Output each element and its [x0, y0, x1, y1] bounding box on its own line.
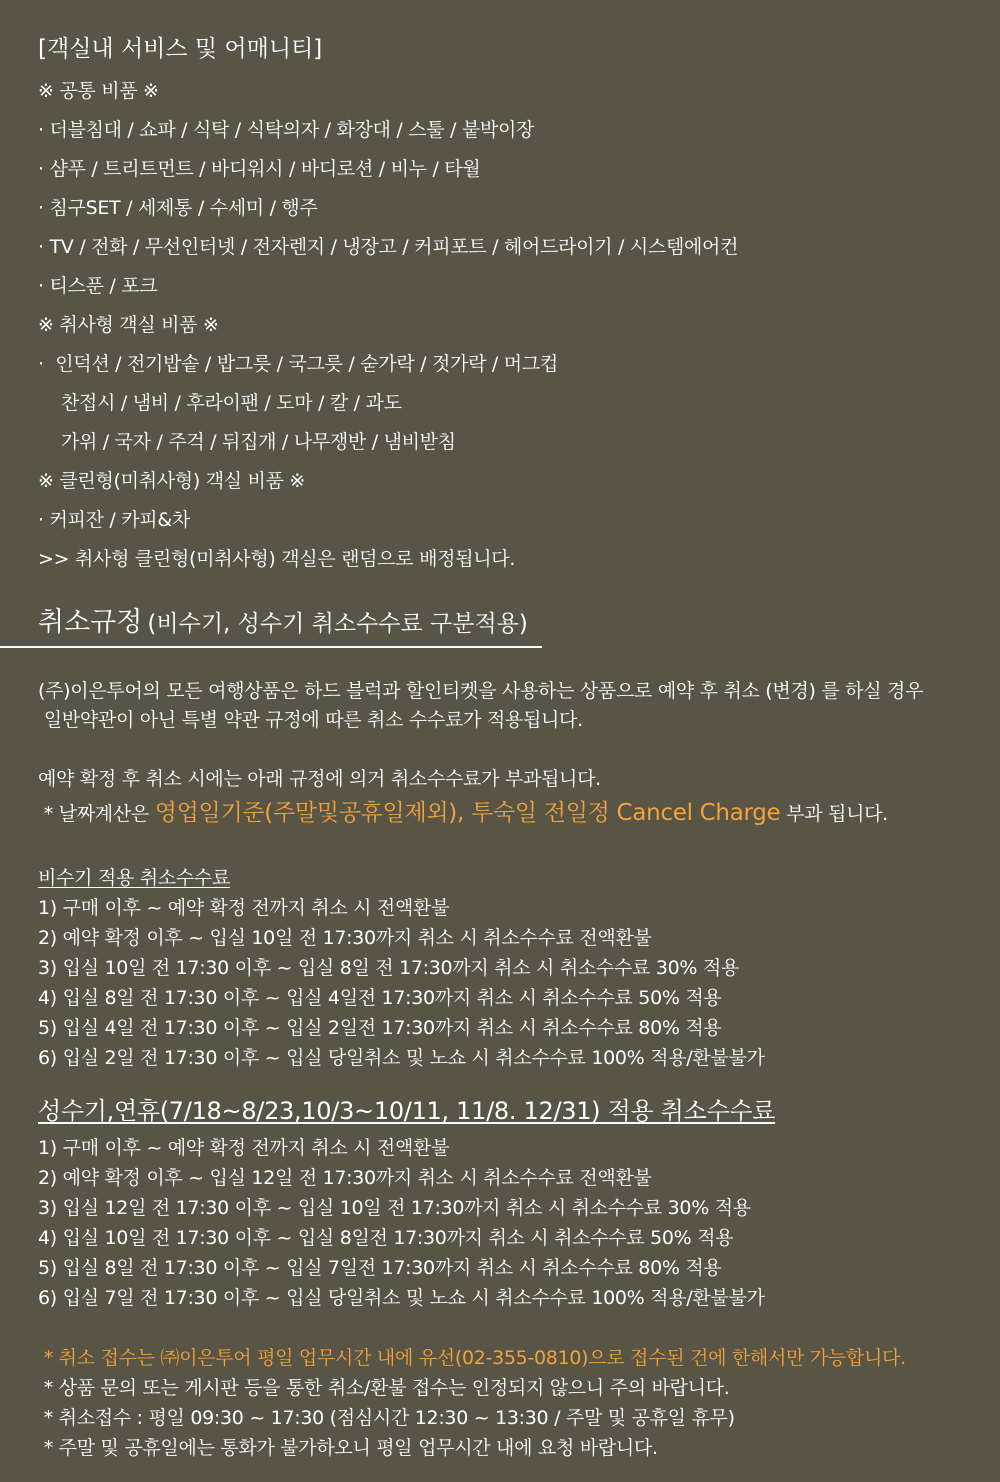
notice-comma: ,	[456, 800, 472, 826]
cancel-title-sub: (비수기, 성수기 취소수수료 구분적용)	[147, 611, 528, 637]
footer-note: * 취소접수 : 평일 09:30 ~ 17:30 (점심시간 12:30 ~ 13:30 / 주말 및 공휴일 휴무)	[38, 1407, 735, 1429]
peak-rule: 6) 입실 7일 전 17:30 이후 ~ 입실 당일취소 및 노쇼 시 취소수수료 100% 적용/환불불가	[38, 1287, 765, 1309]
phone-cancel-notice: * 취소 접수는 ㈜이은투어 평일 업무시간 내에 유선(02-355-0810)으로 접수된 건에 한해서만 가능합니다.	[38, 1347, 906, 1369]
offpeak-rule: 3) 입실 10일 전 17:30 이후 ~ 입실 8일 전 17:30까지 취소 시 취소수수료 30% 적용	[38, 957, 740, 979]
list-item: · 인덕션 / 전기밥솥 / 밥그릇 / 국그릇 / 숟가락 / 젓가락 / 머그컵	[38, 353, 558, 375]
title-divider	[0, 646, 542, 648]
footer-note: * 주말 및 공휴일에는 통화가 불가하오니 평일 업무시간 내에 요청 바랍니다.	[38, 1437, 658, 1459]
cancel-title-main: 취소규정	[38, 607, 143, 638]
cooking-items-header: ※ 취사형 객실 비품 ※	[38, 314, 219, 336]
list-item: · 커피잔 / 카피&차	[38, 509, 190, 531]
date-calc-notice	[38, 798, 888, 829]
peak-rule: 2) 예약 확정 이후 ~ 입실 12일 전 17:30까지 취소 시 취소수수료 전액환불	[38, 1167, 652, 1189]
peak-rule: 3) 입실 12일 전 17:30 이후 ~ 입실 10일 전 17:30까지 취소 시 취소수수료 30% 적용	[38, 1197, 751, 1219]
peak-rule: 4) 입실 10일 전 17:30 이후 ~ 입실 8일전 17:30까지 취소 시 취소수수료 50% 적용	[38, 1227, 734, 1249]
list-item: · 티스푼 / 포크	[38, 275, 158, 297]
notice-prefix: * 날짜계산은	[38, 803, 155, 825]
offpeak-rule: 5) 입실 4일 전 17:30 이후 ~ 입실 2일전 17:30까지 취소 시 취소수수료 80% 적용	[38, 1017, 722, 1039]
amenities-heading: [객실내 서비스 및 어매니티]	[38, 36, 323, 62]
list-item: · 침구SET / 세제통 / 수세미 / 행주	[38, 197, 318, 219]
peak-header: 성수기,연휴(7/18~8/23,10/3~10/11, 11/8. 12/31) 적용 취소수수료	[38, 1097, 776, 1125]
offpeak-rule: 4) 입실 8일 전 17:30 이후 ~ 입실 4일전 17:30까지 취소 시 취소수수료 50% 적용	[38, 987, 722, 1009]
notice-suffix: 부과 됩니다.	[780, 803, 888, 825]
offpeak-rule: 6) 입실 2일 전 17:30 이후 ~ 입실 당일취소 및 노쇼 시 취소수수료 100% 적용/환불불가	[38, 1047, 765, 1069]
intro-line-2: 일반약관이 아닌 특별 약관 규정에 따른 취소 수수료가 적용됩니다.	[38, 709, 583, 731]
peak-rule: 5) 입실 8일 전 17:30 이후 ~ 입실 7일전 17:30까지 취소 시 취소수수료 80% 적용	[38, 1257, 722, 1279]
random-assignment-note: >> 취사형 클린형(미취사형) 객실은 랜덤으로 배정됩니다.	[38, 548, 516, 570]
peak-rule: 1) 구매 이후 ~ 예약 확정 전까지 취소 시 전액환불	[38, 1137, 450, 1159]
cancel-policy-title	[38, 600, 528, 639]
clean-items-header: ※ 클린형(미취사형) 객실 비품 ※	[38, 470, 306, 492]
offpeak-header: 비수기 적용 취소수수료	[38, 867, 231, 889]
list-item: 찬접시 / 냄비 / 후라이팬 / 도마 / 칼 / 과도	[38, 392, 402, 414]
notice-line-1: 예약 확정 후 취소 시에는 아래 규정에 의거 취소수수료가 부과됩니다.	[38, 768, 601, 790]
business-day-highlight: 영업일기준(주말및공휴일제외)	[154, 800, 457, 826]
common-items-header: ※ 공통 비품 ※	[38, 80, 159, 102]
list-item: · TV / 전화 / 무선인터넷 / 전자렌지 / 냉장고 / 커피포트 / 헤어드라이기 / 시스템에어컨	[38, 236, 739, 258]
list-item: 가위 / 국자 / 주걱 / 뒤집개 / 나무쟁반 / 냄비받침	[38, 431, 456, 453]
offpeak-rule: 2) 예약 확정 이후 ~ 입실 10일 전 17:30까지 취소 시 취소수수료 전액환불	[38, 927, 652, 949]
offpeak-rule: 1) 구매 이후 ~ 예약 확정 전까지 취소 시 전액환불	[38, 897, 450, 919]
footer-note: * 상품 문의 또는 게시판 등을 통한 취소/환불 접수는 인정되지 않으니 주의 바랍니다.	[38, 1377, 730, 1399]
list-item: · 샴푸 / 트리트먼트 / 바디워시 / 바디로션 / 비누 / 타월	[38, 158, 481, 180]
cancel-charge-highlight: 투숙일 전일정 Cancel Charge	[471, 800, 781, 826]
intro-line-1: (주)이은투어의 모든 여행상품은 하드 블럭과 할인티켓을 사용하는 상품으로 예약 후 취소 (변경) 를 하실 경우	[38, 680, 924, 702]
list-item: · 더블침대 / 쇼파 / 식탁 / 식탁의자 / 화장대 / 스툴 / 붙박이장	[38, 119, 535, 141]
